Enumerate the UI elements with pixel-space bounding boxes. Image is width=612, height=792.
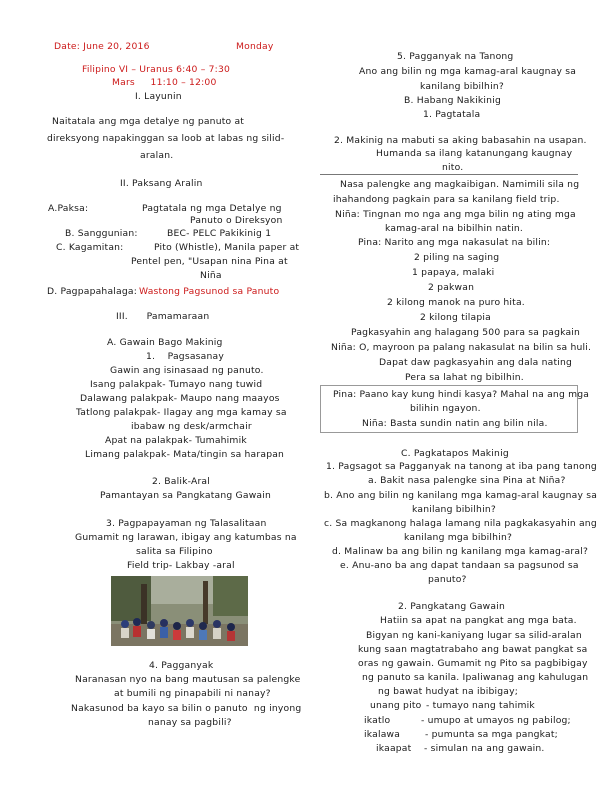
pangkatang-line: ng bawat hudyat na ibibigay; <box>378 686 519 697</box>
pamamaraan-heading: III. Pamamaraan <box>116 311 210 322</box>
boxed-line: bilihin ngayon. <box>410 403 481 414</box>
kagamitan-value-2: Pentel pen, "Usapan nina Pina at <box>131 256 288 267</box>
hudyat-value: - simulan na ang gawain. <box>424 743 545 754</box>
dialog-line: 1 papaya, malaki <box>412 267 495 278</box>
pangkatang-line: kung saan magtatrabaho ang bawat pangkat sa <box>358 644 588 655</box>
pagganyak-na-tanong-heading: 5. Pagganyak na Tanong <box>397 51 514 62</box>
dialog-line: 2 piling na saging <box>414 252 500 263</box>
dialog-divider <box>320 174 578 175</box>
dialog-line: ihahandong pagkain para sa kanilang field trip. <box>333 194 560 205</box>
pagkatapos-line: b. Ano ang bilin ng kanilang mga kamag-aral kaugnay sa <box>324 490 598 501</box>
boxed-line: Niña: Basta sundin natin ang bilin nila. <box>362 418 548 429</box>
schedule-line-1: Filipino VI – Uranus 6:40 – 7:30 <box>82 64 231 75</box>
dialog-line: Niña: O, mayroon pa palang nakasulat na bilin sa huli. <box>331 342 592 353</box>
dialog-line: 2 pakwan <box>428 282 475 293</box>
hudyat-key: ikalawa <box>364 729 401 740</box>
field-trip-photo <box>111 576 248 646</box>
makinig-line: Humanda sa ilang katanungang kaugnay <box>376 148 573 159</box>
dialog-line: 2 kilong manok na puro hita. <box>387 297 525 308</box>
talasalitaan-line: Gumamit ng larawan, ibigay ang katumbas na <box>75 532 297 543</box>
dialog-line: Dapat daw pagkasyahin ang dala nating <box>379 357 573 368</box>
paksa-label: A.Paksa: <box>48 203 89 214</box>
layunin-text-3: aralan. <box>140 150 174 161</box>
pagsasanay-line: Isang palakpak- Tumayo nang tuwid <box>90 379 263 390</box>
dialog-line: Pina: Narito ang mga nakasulat na bilin: <box>358 237 551 248</box>
sanggunian-label: B. Sanggunian: <box>65 228 138 239</box>
pagganyak-line: Naranasan nyo na bang mautusan sa palengke <box>75 674 301 685</box>
pangkatang-line: oras ng gawain. Gumamit ng Pito sa pagbibigay <box>358 658 588 669</box>
hudyat-value: - tumayo nang tahimik <box>426 700 535 711</box>
sanggunian-value: BEC- PELC Pakikinig 1 <box>167 228 272 239</box>
pagkatapos-line: d. Malinaw ba ang bilin ng kanilang mga kamag-aral? <box>332 546 589 557</box>
hudyat-key: ikatlo <box>364 715 391 726</box>
talasalitaan-line: Field trip- Lakbay -aral <box>127 560 235 571</box>
paksa-value-1: Pagtatala ng mga Detalye ng <box>142 203 282 214</box>
pagsasanay-line: Limang palakpak- Mata/tingin sa harapan <box>85 449 285 460</box>
kagamitan-value-3: Niña <box>200 270 222 281</box>
layunin-text-1: Naitatala ang mga detalye ng panuto at <box>52 116 245 127</box>
pagsasanay-heading: 1. Pagsasanay <box>146 351 224 362</box>
pangkatang-line: ng panuto sa kanila. Ipaliwanag ang kahulugan <box>362 672 589 683</box>
pagganyak-line: Nakasunod ba kayo sa bilin o panuto ng inyong <box>71 703 302 714</box>
talasalitaan-line: salita sa Filipino <box>136 546 213 557</box>
pagsasanay-line: ibabaw ng desk/armchair <box>131 421 252 432</box>
pagkatapos-line: a. Bakit nasa palengke sina Pina at Niña? <box>368 475 566 486</box>
pangkatang-line: Hatiin sa apat na pangkat ang mga bata. <box>380 615 577 626</box>
dialog-line: kamag-aral na bibilhin natin. <box>385 223 523 234</box>
boxed-line: Pina: Paano kay kung hindi kasya? Mahal na ang mga <box>333 389 590 400</box>
pagganyak-line: at bumili ng pinapabili ni nanay? <box>114 688 271 699</box>
gawain-bago-makinig-heading: A. Gawain Bago Makinig <box>107 337 223 348</box>
kagamitan-label: C. Kagamitan: <box>56 242 124 253</box>
hudyat-key: ikaapat <box>376 743 412 754</box>
pagtatala-item: 1. Pagtatala <box>423 109 481 120</box>
day-label: Monday <box>236 41 274 52</box>
field-trip-image <box>111 576 248 646</box>
pagsasanay-line: Dalawang palakpak- Maupo nang maayos <box>80 393 280 404</box>
pagpapahalaga-label: D. Pagpapahalaga: <box>47 286 138 297</box>
pagsasanay-line: Tatlong palakpak- Ilagay ang mga kamay sa <box>76 407 287 418</box>
pagpapahalaga-value: Wastong Pagsunod sa Panuto <box>139 286 280 297</box>
layunin-heading: I. Layunin <box>135 91 182 102</box>
schedule-line-2: Mars 11:10 – 12:00 <box>112 77 217 88</box>
pagganyak-line: nanay sa pagbili? <box>148 717 232 728</box>
hudyat-value: - pumunta sa mga pangkat; <box>425 729 558 740</box>
dialog-line: 2 kilong tilapia <box>420 312 491 323</box>
pagsasanay-line: Gawin ang isinasaad ng panuto. <box>110 365 264 376</box>
kagamitan-value-1: Pito (Whistle), Manila paper at <box>154 242 300 253</box>
pagkatapos-line: kanilang bibilhin? <box>412 504 496 515</box>
pagkatapos-line: 1. Pagsagot sa Pagganyak na tanong at iba pang tanong <box>326 461 597 472</box>
pagkatapos-line: panuto? <box>428 574 467 585</box>
pagsasanay-line: Apat na palakpak- Tumahimik <box>105 435 247 446</box>
hudyat-key: unang pito <box>370 700 422 711</box>
dialog-line: Pagkasyahin ang halagang 500 para sa pagkain <box>351 327 581 338</box>
balik-aral-heading: 2. Balik-Aral <box>152 476 211 487</box>
pagkatapos-line: kanilang mga bibilhin? <box>404 532 513 543</box>
dialog-line: Nasa palengke ang magkaibigan. Namimili sila ng <box>340 179 580 190</box>
makinig-line: nito. <box>442 162 464 173</box>
pangkatang-gawain-heading: 2. Pangkatang Gawain <box>398 601 505 612</box>
hudyat-value: - umupo at umayos ng pabilog; <box>421 715 571 726</box>
paksang-aralin-heading: II. Paksang Aralin <box>120 178 203 189</box>
pagkatapos-line: e. Anu-ano ba ang dapat tandaan sa pagsunod sa <box>340 560 579 571</box>
tanong-line: Ano ang bilin ng mga kamag-aral kaugnay sa <box>359 66 577 77</box>
dialog-line: Niña: Tingnan mo nga ang mga bilin ng ating mga <box>335 209 576 220</box>
date-line: Date: June 20, 2016 <box>54 41 150 52</box>
dialog-line: Pera sa lahat ng bibilhin. <box>405 372 524 383</box>
balik-aral-text: Pamantayan sa Pangkatang Gawain <box>100 490 272 501</box>
pagkatapos-makinig-heading: C. Pagkatapos Makinig <box>401 448 509 459</box>
habang-nakikinig-heading: B. Habang Nakikinig <box>404 95 501 106</box>
layunin-text-2: direksyong napakinggan sa loob at labas ng silid- <box>47 133 285 144</box>
pagganyak-heading: 4. Pagganyak <box>149 660 214 671</box>
pagkatapos-line: c. Sa magkanong halaga lamang nila pagkakasyahin ang <box>324 518 597 529</box>
makinig-line: 2. Makinig na mabuti sa aking babasahin na usapan. <box>334 135 587 146</box>
pangkatang-line: Bigyan ng kani-kaniyang lugar sa silid-aralan <box>366 630 582 641</box>
tanong-line: kanilang bibilhin? <box>420 81 504 92</box>
paksa-value-2: Panuto o Direksyon <box>190 215 283 226</box>
talasalitaan-heading: 3. Pagpapayaman ng Talasalitaan <box>106 518 267 529</box>
